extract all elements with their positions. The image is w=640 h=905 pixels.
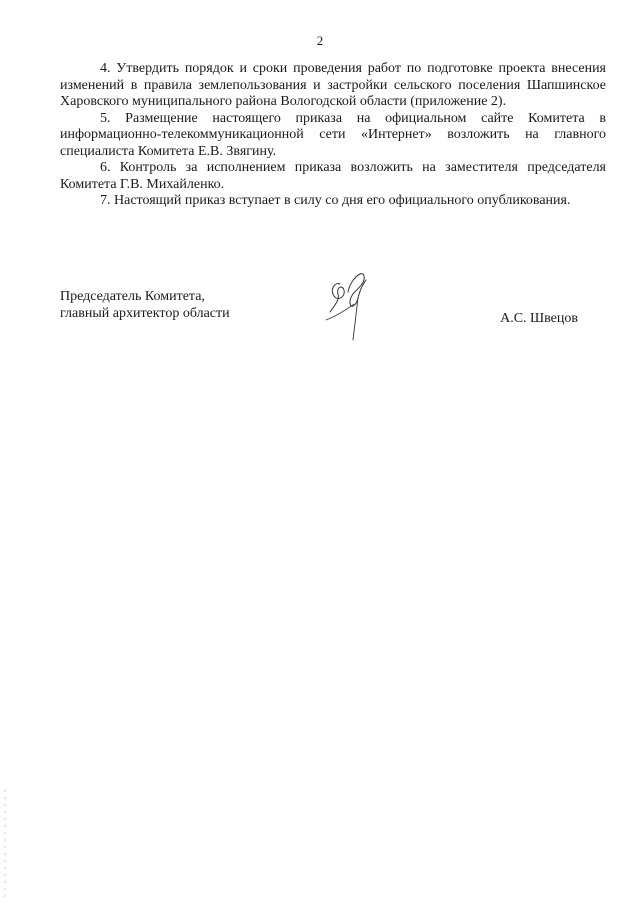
signatory-role-line-2: главный архитектор области <box>60 306 230 321</box>
paragraph-5: 5. Размещение настоящего приказа на официальном сайте Комитета в информационно-телекоммуникационной сети «Интернет» возложить на главного специалиста Комитета Е.В. Звягину. <box>60 110 606 159</box>
signature-block <box>60 288 606 348</box>
paragraph-6: 6. Контроль за исполнением приказа возложить на заместителя председателя Комитета Г.В. Михайленко. <box>60 160 606 192</box>
document-body <box>60 61 606 210</box>
signatory-name: А.С. Швецов <box>500 311 578 326</box>
paragraph-4: 4. Утвердить порядок и сроки проведения работ по подготовке проекта внесения изменений в правила землепользования и застройки сельского поселения Шапшинское Харовского муниципального района Вологодской области (приложение 2). <box>60 61 606 109</box>
signatory-role-line-1: Председатель Комитета, <box>60 289 205 304</box>
scan-edge-artifact <box>2 790 8 900</box>
paragraph-7: 7. Настоящий приказ вступает в силу со дня его официального опубликования. <box>100 193 571 208</box>
page-number: 2 <box>316 33 324 48</box>
